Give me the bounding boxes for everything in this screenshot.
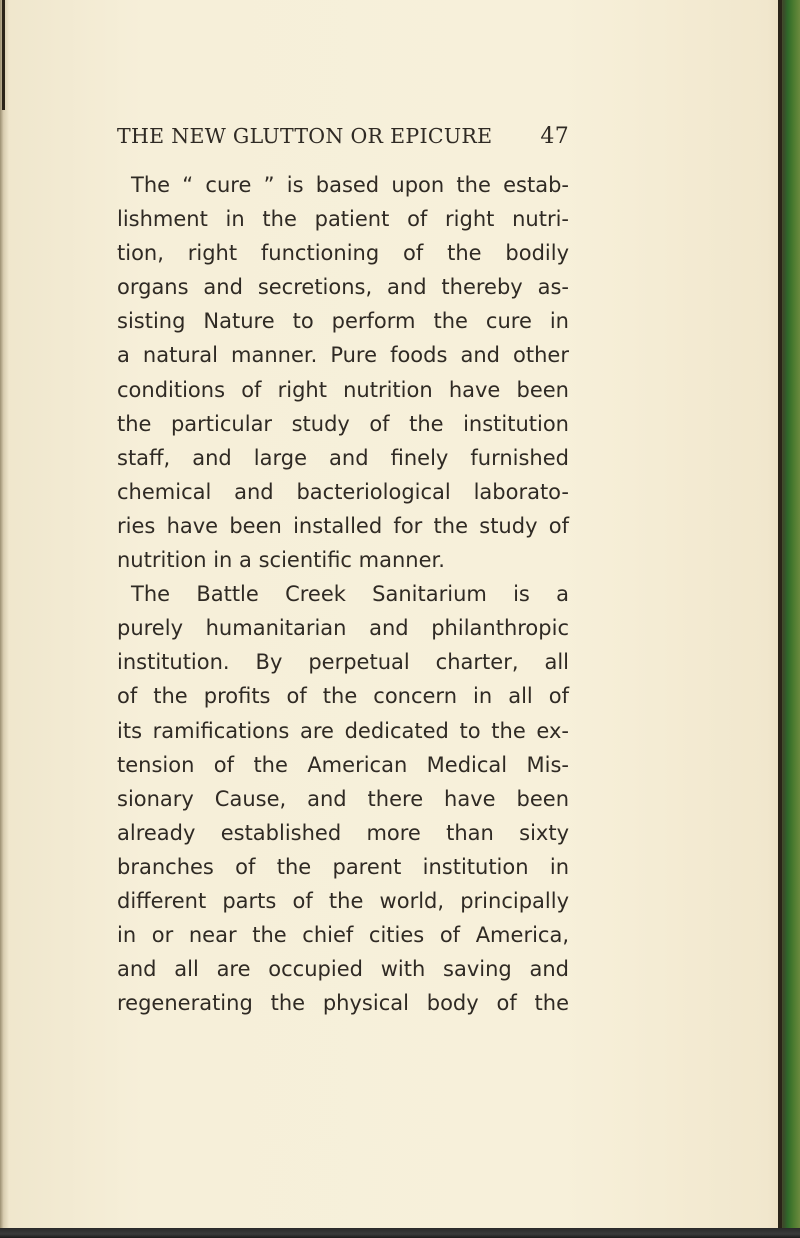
running-header [117,124,569,149]
page-bottom-edge [0,1228,800,1238]
text-line: tion, right functioning of the bodily [117,241,569,266]
text-line: sionary Cause, and there have been [117,786,569,811]
text-line: The Battle Creek Sanitarium is a [131,582,569,607]
text-line: organs and secretions, and thereby as- [117,275,569,300]
text-line: chemical and bacteriological laborato- [117,479,569,504]
text-line: its ramifications are dedicated to the ex- [117,718,569,743]
text-line: different parts of the world, principally [117,888,569,913]
text-line: staff, and large and finely furnished [117,445,569,470]
text-line: regenerating the physical body of the [117,991,569,1016]
text-line: branches of the parent institution in [117,854,569,879]
text-line: institution. By perpetual charter, all [117,650,569,675]
body-text [117,168,569,1020]
text-line: lishment in the patient of right nutri- [117,207,569,232]
paragraph-2 [117,577,569,1020]
book-cover-edge [778,0,800,1238]
text-line: conditions of right nutrition have been [117,377,569,402]
paragraph-1 [117,168,569,577]
text-line: nutrition in a scientific manner. [117,548,445,573]
text-line: a natural manner. Pure foods and other [117,343,569,368]
text-line: tension of the American Medical Mis- [117,752,569,777]
running-title: THE NEW GLUTTON OR EPICURE [117,124,493,148]
text-line: of the profits of the concern in all of [117,684,569,709]
text-line: sisting Nature to perform the cure in [117,309,569,334]
text-line: ries have been installed for the study of [117,513,569,538]
text-line: and all are occupied with saving and [117,957,569,982]
binding-mark [2,0,5,110]
page-left-edge [0,0,9,1238]
page-number: 47 [540,124,569,149]
text-line: the particular study of the institution [117,411,569,436]
text-line: The “ cure ” is based upon the estab- [131,173,569,197]
text-line: already established more than sixty [117,820,569,845]
text-line: purely humanitarian and philanthropic [117,616,569,641]
text-line: in or near the chief cities of America, [117,923,569,948]
